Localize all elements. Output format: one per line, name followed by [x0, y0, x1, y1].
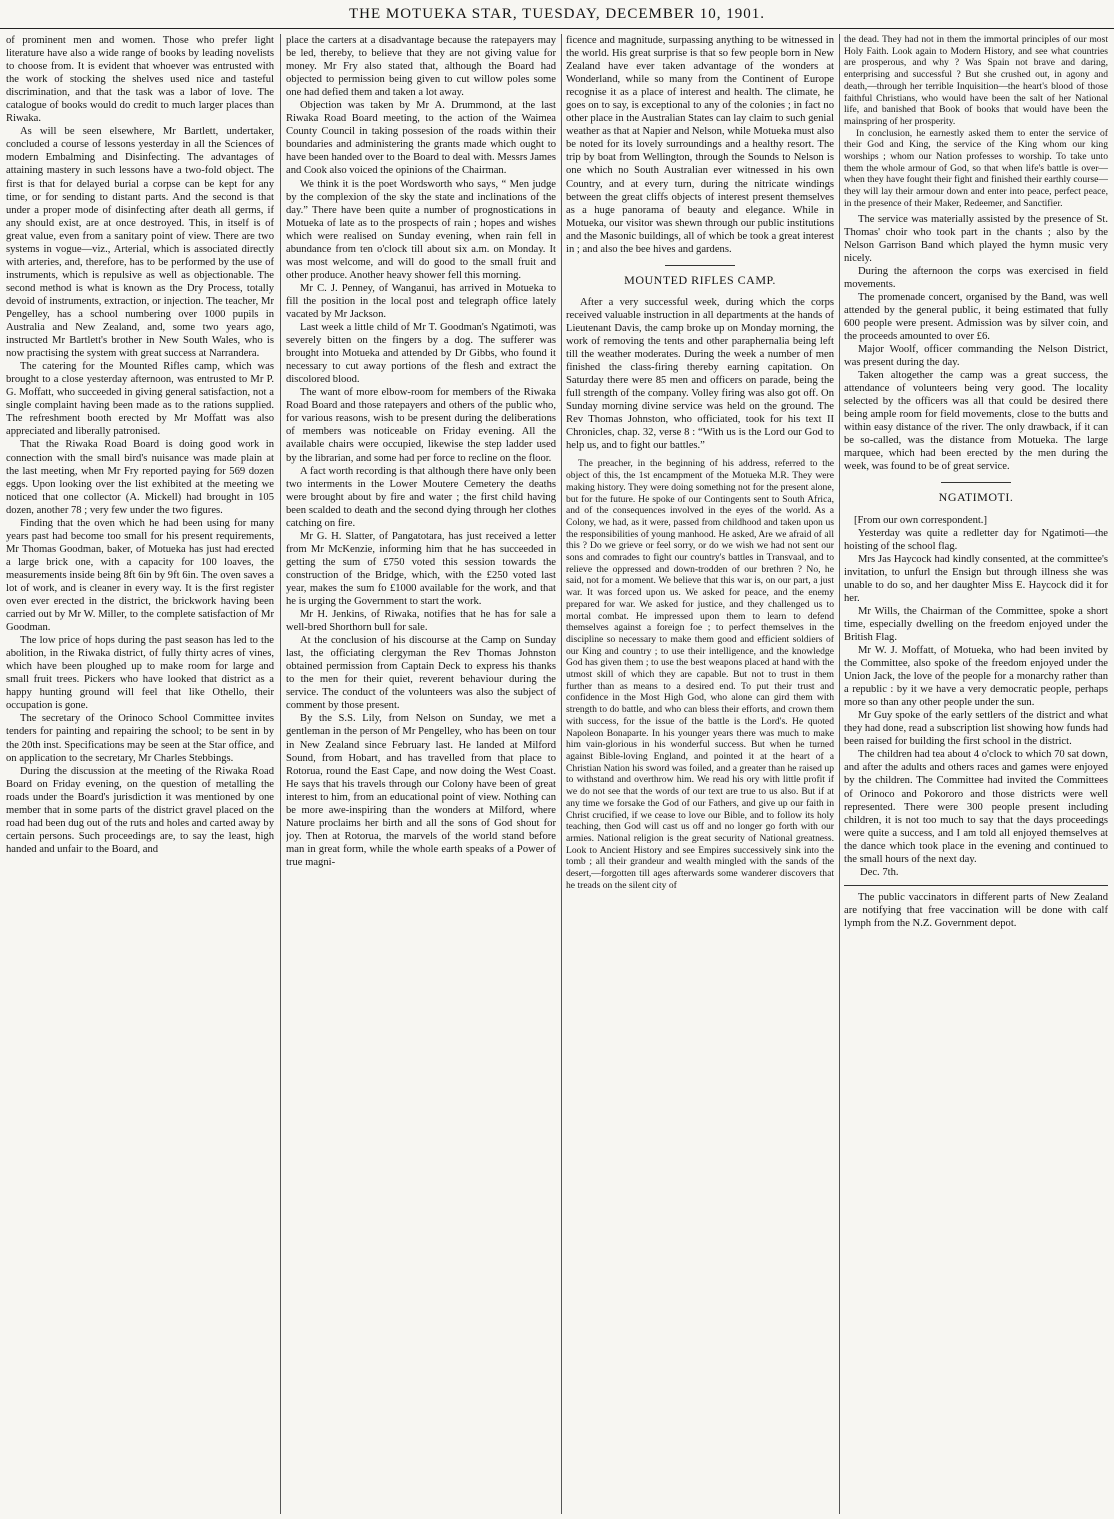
- paragraph-children-tea: The children had tea about 4 o'clock to which 70 sat down, and after the adults and others races and games were enjoyed by the children. The Committee had invited the Committees of Orinoco and Pokororo and those districts were well represented. There were 300 people present including children, it is not too much to say that the days proceedings were quite a success, and I am told all enjoyed themselves at the dance which took place in the evening and continued to the small hours of the next day.: [844, 749, 1108, 865]
- paragraph-field-movements: During the afternoon the corps was exercised in field movements.: [844, 265, 1108, 290]
- column-rule: [839, 34, 840, 1514]
- paragraph-road-board: During the discussion at the meeting of the Riwaka Road Board on Friday evening, on the question of metalling the roads under the Board's jurisdiction it was mentioned by one member that in some parts of the district gravel placed on the road had been dug out of the ruts and holes and carted away by certain persons. Such proceedings are, to say the least, high handed and unfair to the Board, and: [6, 765, 274, 855]
- sermon-text: [566, 458, 834, 891]
- paragraph-wills: Mr Wills, the Chairman of the Committee, spoke a short time, especially dwelling on the freedom enjoyed under the British Flag.: [844, 605, 1108, 643]
- paragraph-magnificence: ficence and magnitude, surpassing anything to be witnessed in the world. His great surprise is that so few people born in New Zealand have ever taken advantage of the wonders at Wonderland, while so many from the Continent of Europe recognise it as a place of interest and health. The climate, he goes on to say, is exceptional to any of the colonies ; in fact no other place in the Australian States can lay claim to such genial weather as that at Napier and Nelson, while Motueka must also be noted for its lovely surroundings and a healthy resort. The trip by boat from Wellington, through the Sounds to Nelson is one which no South Australian ever witnessed in his own Country, and at every turn, during the nitricate windings between the great cliffs objects of interest present themselves as a huge panorama of beauty and elegance. While in Motueka, our visitor was shewn through our public institutions and the Masonic buildings, all of which be took a great interest in ; and also the bee hives and gardens.: [566, 35, 834, 255]
- paragraph-major-woolf: Major Woolf, officer commanding the Nelson District, was present during the day.: [844, 344, 1108, 369]
- paragraph-sermon: The preacher, in the beginning of his address, referred to the object of this, the 1st encampment of the Motueka M.R. They were making history. They were doing something not for the present alone, but for the future. He spoke of our Contingents sent to South Africa, and of the consequences involved in the eyes of the world. As a Colony, we had, as it were, passed from childhood and taken upon us the responsibilities of young manhood. He asked, Are we afraid of all this ? Do we grieve or feel sorry, or do we wish we had not sent our sons and comrades to fight our country's battles in Transvaal, and to relieve the oppressed and down-trodden of our brethren ? No, he said, not for a moment. We believe that this war is, on our part, a just war. It was forced upon us. We asked for peace, and the enemy prepared for war. We asked for justice, and they challenged us to mortal combat. He impressed upon them to learn to defend themselves against a foreign foe ; to perfect themselves in the discipline so necessary to make them good and efficient soldiers of our King and country ; to use their intelligence, and the knowledge God has given them ; to use the best weapons placed at hand with the utmost skill of which they are capable. But not to trust in them further than as means to a desired end. To put their trust and confidence in the Most High God, who alone can gird them with strength to do battle, and who can bless their efforts, and crown them with success, for the issue of the battle is the Lord's. He quoted Napoleon Bonaparte. In his younger years there was much to make him vain-glorious in his wonderful success. But when he turned against Bible-loving England, and pointed it at the heart of a Christian Nation his sword was foiled, and a greater than he raised up to withstand and overthrow him. We read his ory with little profit if we do not see that the words of our text are true to us also. But if at any time we forsake the God of our Fathers, and give up our faith in Christ crucified, if we cease to love our Bible, and to follow its holy teaching, then God will cast us off and no longer go forth with our armies. National religion is the great security of National greatness. Look to Ancient History and see Empires successively sink into the tomb ; all their grandeur and wealth mingled with the sands of the desert,—forgotten till ages afterwards some wanderer discovers that he treads on the silent city of: [566, 458, 834, 891]
- heading-ngatimoti: NGATIMOTI.: [938, 490, 1014, 505]
- paragraph-sermon-conclusion: In conclusion, he earnestly asked them to enter the service of their God and King, the service of the King whom our king worships ; whom our Nation professes to worship. To take unto them the whole armour of God, so that when life's battle is over—when they have fought their fight and finished their earthly course—they will lay their armour down and enter into peace, perfect peace, in the presence of their Maker, Redeemer, and Sanctifier.: [844, 127, 1108, 209]
- paragraph-choir: The service was materially assisted by the presence of St. Thomas' choir who took part in the chants ; also by the Nelson Garrison Band which played the hymn music very nicely.: [844, 213, 1108, 264]
- newspaper-masthead: THE MOTUEKA STAR, TUESDAY, DECEMBER 10, 1901.: [0, 0, 1114, 29]
- paragraph-bridge: Mr G. H. Slatter, of Pangatotara, has just received a letter from Mr McKenzie, informing him that he has succeeded in getting the sum of £750 voted this session towards the construction of the Bridge, which, with the £250 voted last year, makes the sum fo £1000 available for the work, and that he is urging the Government to start the work.: [286, 530, 556, 608]
- paragraph-penney: Mr C. J. Penney, of Wanganui, has arrived in Motueka to fill the position in the local post and telegraph office lately vacated by Mr Jackson.: [286, 282, 556, 320]
- paragraph-pengelley: By the S.S. Lily, from Nelson on Sunday, we met a gentleman in the person of Mr Pengelley, who has been on tour in New Zealand since February last. He landed at Milford Sound, from Hobart, and has travelled from that place to Rotorua, round the East Cape, and now doing the West Coast. He says that his travels through our Colony have been of great interest to him, from an educational point of view. Nothing can be more awe-inspiring than the wonders at Milford, where Nature proclaims her birth and all the sons of God shout for joy. Then at Rotorua, the marvels of the world stand before man in great form, while the whole earth speaks of a Power of true magni-: [286, 713, 556, 868]
- paragraph-haycock: Mrs Jas Haycock had kindly consented, at the committee's invitation, to unfurl the Ensign but through illness she was unable to do so, and her daughter Miss E. Haycock did it for her.: [844, 553, 1108, 604]
- paragraph-vaccinators: The public vaccinators in different parts of New Zealand are notifying that free vaccination will be done with calf lymph from the N.Z. Government depot.: [844, 891, 1108, 929]
- paragraph-dog-bite: Last week a little child of Mr T. Goodman's Ngatimoti, was severely bitten on the fingers by a dog. The sufferer was brought into Motueka and attended by Dr Gibbs, who found it necessary to cut away portions of the flesh and extract the discolored blood.: [286, 322, 556, 386]
- paragraph-hops: The low price of hops during the past season has led to the abolition, in the Riwaka district, of fully thirty acres of vines, which have been ploughed up to make room for large and small fruit trees. Pickers who have looked that district as a happy hunting ground will feel that like Othello, their occupation is gone.: [6, 635, 274, 712]
- section-divider: [665, 265, 735, 266]
- paragraph-sermon-cont: the dead. They had not in them the immortal principles of our most Holy Faith. Look again to Modern History, and see what countries are prosperous, and why ? Was Spain not brave and daring, enterprising and successful ? But she crushed out, in agony and death,—through her terrible Inquisition—the heart's blood of those faithful Christians, who would have been the salt of her National life, and banished that Book of books that would have been the mainspring of her prosperity.: [844, 34, 1108, 127]
- paragraph-shorthorn: Mr H. Jenkins, of Riwaka, notifies that he has for sale a well-bred Shorthorn bull for sale.: [286, 609, 556, 634]
- dateline: Dec. 7th.: [860, 866, 899, 878]
- sermon-continued: [844, 34, 1108, 210]
- paragraph-camp-success: Taken altogether the camp was a great success, the attendance of volunteers being very good. The locality selected by the officers was all that could be desired there being ample room for field movements, close to the butts and within easy distance of the river. The only drawback, if it can be so-called, was the distance from Motueka. The large marquee, which had been erected by the men during the week, was found to be of great service.: [844, 370, 1108, 473]
- paragraph-concert: The promenade concert, organised by the Band, was well attended by the general public, it being estimated that fully 600 people were present. Admission was by silver coin, and the proceeds amounted to over £6.: [844, 291, 1108, 342]
- paragraph-camp: After a very successful week, during which the corps received valuable instruction in all departments at the hands of Lieutenant Davis, the camp broke up on Monday morning, the work of removing the tents and other paraphernalia being left till the weather moderates. During the week a number of men finished the class-firing thereby earning capitation. On Saturday there were 85 men and officers on parade, being the full strength of the company. Volley firing was also got off. On Sunday morning divine service was held on the ground. The Rev Thomas Johnston, who officiated, took for his text II Chronicles, chap. 32, verse 8 : “With us is the Lord our God to help us, and to fight our battles.”: [566, 296, 834, 452]
- paragraph-embalming: As will be seen elsewhere, Mr Bartlett, undertaker, concluded a course of lessons yesterday in all the Sciences of modern Embalming and Disinfecting. The advantages of attaining mastery in such lessons have a two-fold object. The first is that for delayed burial a corpse can be kept for any time, or for sending to distant parts. And the second is that under a proper mode of disinfecting after death all germs, if any should exist, are at once destroyed. This, in itself is of great value, even from a sanitary point of view. There are two systems in vogue—viz., Arterial, which is associated directly with arteries, and, therefore, has to be performed by the use of instruments, which is repulsive as well as objectionable. The second method is what is known as the Dry Process, totally devoid of instruments, extraction, or injection. The teacher, Mr Pengelley, has a school numbering over 1000 pupils in Australia and New Zealand, and, some two years ago, instructed Mr Bartlett's brother in New South Wales, who is now practising the system with great success at Narrandera.: [6, 126, 274, 360]
- column-2: [286, 34, 556, 1514]
- paragraph-library: of prominent men and women. Those who prefer light literature have also a wide range of books by leading novelists to choose from. It is evident that whoever was entrusted with the work of stocking the shelves used nice and tasteful discrimination, and that the task was a labor of love. The catalogue of books would do credit to much larger places than Riwaka.: [6, 35, 274, 125]
- column-1: [6, 34, 274, 1514]
- column-rule: [561, 34, 562, 1514]
- column-4: [844, 34, 1108, 1514]
- paragraph-redletter: Yesterday was quite a redletter day for Ngatimoti—the hoisting of the school flag.: [844, 527, 1108, 552]
- paragraph-catering: The catering for the Mounted Rifles camp, which was brought to a close yesterday afternoon, was entrusted to Mr P. G. Moffatt, who succeeded in giving general satisfaction, not a single complaint having been made as to the rations supplied. The refreshment booth erected by Mr Moffatt was also appreciated and liberally patronised.: [6, 361, 274, 438]
- paragraph-carters: place the carters at a disadvantage because the ratepayers may be led, thereby, to believe that they are not giving value for money. Mr Fry also stated that, although the Board had objected to permission being given to cut willow poles some one had defied them and taken a lot away.: [286, 35, 556, 99]
- column-rule: [280, 34, 281, 1514]
- paragraph-weather: We think it is the poet Wordsworth who says, “ Men judge by the complexion of the sky the state and inclinations of the day.” There have been quite a number of prognostications in Motueka of late as to the prospects of rain ; hopes and wishes which were realised on Sunday evening, when rain fell in abundance from ten o'clock till about six a.m. on Monday. It was most welcome, and will do good to the small fruit and other produce. Another heavy shower fell this morning.: [286, 178, 556, 281]
- column-3: [566, 34, 834, 1514]
- heading-mounted-rifles: MOUNTED RIFLES CAMP.: [624, 272, 776, 287]
- paragraph-moffatt: Mr W. J. Moffatt, of Motueka, who had been invited by the Committee, also spoke of the freedom enjoyed under the Union Jack, the love of the people for a monarchy rather than a republic : by it we have a very democratic people, perhaps more so than any other people under the sun.: [844, 645, 1108, 709]
- paragraph-objection: Objection was taken by Mr A. Drummond, at the last Riwaka Road Board meeting, to the action of the Waimea County Council in taking possesion of the roads within their boundaries and administering the grants made which ought to have been handed over to the Board to deal with. Messrs James and Cook also voiced the opinions of the Chairman.: [286, 100, 556, 177]
- section-divider: [941, 482, 1011, 483]
- paragraph-thanks: At the conclusion of his discourse at the Camp on Sunday last, the officiating clergyman the Rev Thomas Johnston obtained permission from Captain Deck to express his thanks to the men for their quiet, reverent behaviour during the service. The conduct of the volunteers was also the subject of comment by those present.: [286, 635, 556, 712]
- paragraph-guy: Mr Guy spoke of the early settlers of the district and what they had done, read a subscription list showing how funds had been raised for building the first school in the district.: [844, 710, 1108, 748]
- section-divider: [844, 885, 1108, 886]
- correspondent-byline: [From our own correspondent.]: [854, 514, 987, 526]
- paragraph-oven: Finding that the oven which he had been using for many years past had become too small for his present requirements, Mr Thomas Goodman, baker, of Motueka has just had erected a large brick one, with a capacity for 100 loaves, the measurements inside being 8ft 6in by 9ft 6in. The oven saves a lot of work, and is cleaner in every way. It is the first register oven ever erected in the district, the brickwork having been carried out by Mr W. Miller, to the complete satisfaction of Mr Goodman.: [6, 517, 274, 634]
- paragraph-school-tenders: The secretary of the Orinoco School Committee invites tenders for painting and repairing the school; to be sent in by the 20th inst. Specifications may be seen at the Star office, and on application to the secretary, Mr Charles Stebbings.: [6, 713, 274, 764]
- paragraph-cemetery: A fact worth recording is that although there have only been two interments in the Lower Moutere Cemetery the deaths were brought about by fire and water ; the first child having been scalded to death and the second dying through her clothes catching on fire.: [286, 465, 556, 529]
- paragraph-small-birds: That the Riwaka Road Board is doing good work in connection with the small bird's nuisance was made plain at the last meeting, when Mr Fry reported paying for 569 dozen eggs. Upon looking over the list exhibited at the meeting we noticed that one collector (A. Mickell) had brought in 105 dozen, another 78 ; very few under the two figures.: [6, 439, 274, 516]
- paragraph-elbow-room: The want of more elbow-room for members of the Riwaka Road Board and those ratepayers and others of the public who, for various reasons, wish to be present during the deliberations of members was noticeable on Friday evening. All the available chairs were occupied, likewise the step ladder used by the librarian, and some had per force to recline on the floor.: [286, 387, 556, 464]
